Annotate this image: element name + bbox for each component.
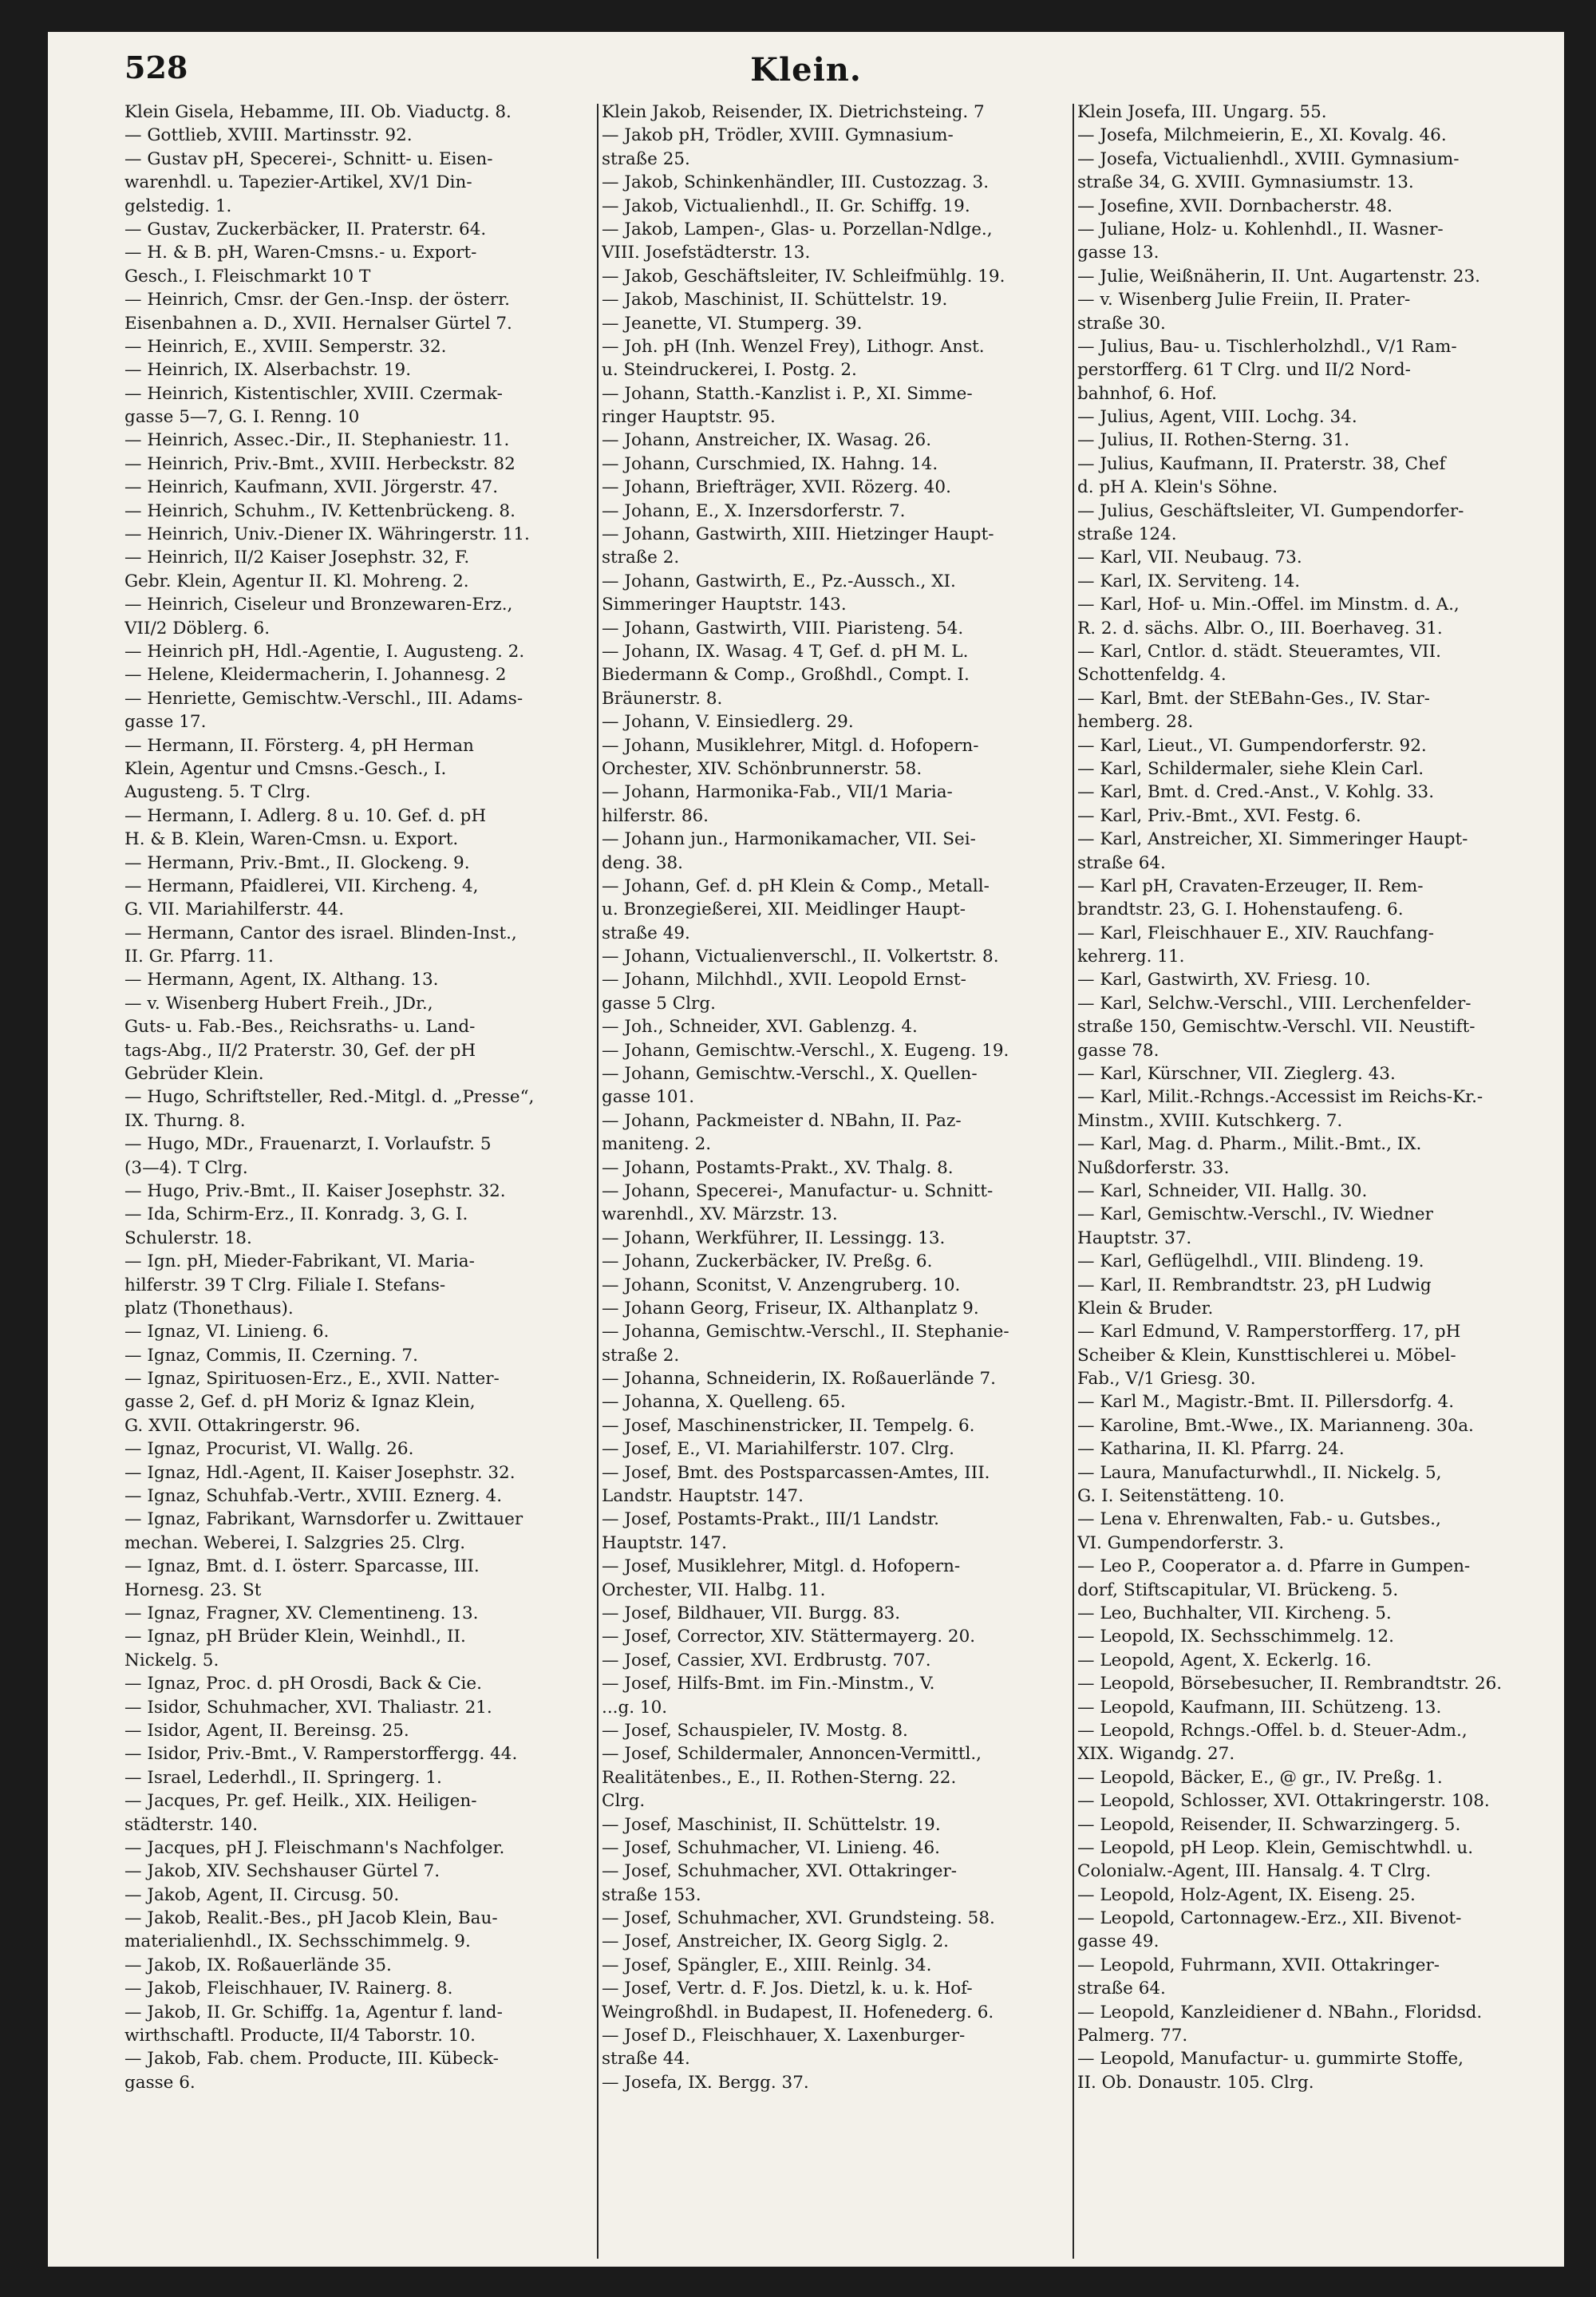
directory-line: — Josef, Vertr. d. F. Jos. Dietzl, k. u. k. Hof- <box>602 1979 973 1999</box>
directory-line: — Ignaz, Fragner, XV. Clementineng. 13. <box>124 1603 479 1623</box>
directory-line: — Karoline, Bmt.-Wwe., IX. Marianneng. 30a. <box>1077 1415 1474 1436</box>
directory-line: G. XVII. Ottakringerstr. 96. <box>124 1415 361 1436</box>
directory-line: — Julius, Kaufmann, II. Praterstr. 38, Chef <box>1077 453 1446 474</box>
directory-line: straße 64. <box>1077 852 1166 873</box>
directory-line: — Johann, Gastwirth, VIII. Piaristeng. 54. <box>602 618 964 638</box>
directory-line: — Israel, Lederhdl., II. Springerg. 1. <box>124 1767 442 1788</box>
directory-line: — Johann, Gemischtw.-Verschl., X. Quellen- <box>602 1064 978 1085</box>
directory-line: platz (Thonethaus). <box>124 1298 294 1319</box>
directory-line: — Heinrich, Cmsr. der Gen.-Insp. der österr. <box>124 290 510 310</box>
directory-line: straße 25. <box>602 148 690 169</box>
directory-line: — Gustav pH, Specerei-, Schnitt- u. Eisen- <box>124 148 493 169</box>
directory-line: — Johann, V. Einsiedlerg. 29. <box>602 712 854 733</box>
directory-line: Klein Jakob, Reisender, IX. Dietrichsteing. 7 <box>602 102 985 122</box>
directory-line: straße 44. <box>602 2049 690 2070</box>
column-rule <box>597 104 598 2259</box>
directory-line: — Katharina, II. Kl. Pfarrg. 24. <box>1077 1439 1345 1460</box>
directory-line: ringer Hauptstr. 95. <box>602 407 776 428</box>
directory-line: hilferstr. 39 T Clrg. Filiale I. Stefans- <box>124 1275 446 1295</box>
directory-line: — Julius, II. Rothen-Sterng. 31. <box>1077 430 1350 451</box>
directory-line: — Leopold, Manufactur- u. gummirte Stoffe, <box>1077 2049 1464 2070</box>
directory-line: — Johann, Gemischtw.-Verschl., X. Eugeng. 19. <box>602 1040 1009 1061</box>
directory-line: — Leopold, Holz-Agent, IX. Eiseng. 25. <box>1077 1884 1416 1905</box>
directory-line: — Hermann, Pfaidlerei, VII. Kircheng. 4, <box>124 876 479 896</box>
directory-line: — Karl Edmund, V. Ramperstorfferg. 17, pH <box>1077 1322 1461 1342</box>
directory-line: straße 2. <box>602 548 680 568</box>
directory-line: materialienhdl., IX. Sechsschimmelg. 9. <box>124 1931 471 1952</box>
directory-line: — H. & B. pH, Waren-Cmsns.- u. Export- <box>124 243 477 263</box>
directory-line: — Jakob, Realit.-Bes., pH Jacob Klein, Bau- <box>124 1908 498 1929</box>
directory-line: — Josef, Corrector, XIV. Stättermayerg. 20. <box>602 1627 976 1647</box>
directory-line: — Karl, VII. Neubaug. 73. <box>1077 548 1302 568</box>
directory-line: — Heinrich, Ciseleur und Bronzewaren-Erz., <box>124 595 513 615</box>
directory-line: Gesch., I. Fleischmarkt 10 T <box>124 266 371 287</box>
directory-line: — Josef, Bmt. des Postsparcassen-Amtes, III. <box>602 1462 990 1483</box>
directory-line: — Josef, Spängler, E., XIII. Reinlg. 34. <box>602 1955 932 1975</box>
directory-line: — Leopold, Fuhrmann, XVII. Ottakringer- <box>1077 1955 1440 1975</box>
directory-line: straße 2. <box>602 1345 680 1366</box>
directory-line: städterstr. 140. <box>124 1814 259 1835</box>
directory-line: — Karl, IX. Serviteng. 14. <box>1077 571 1301 591</box>
directory-line: — Josef, Maschinenstricker, II. Tempelg. 6. <box>602 1415 975 1436</box>
directory-line: — Jakob, Lampen-, Glas- u. Porzellan-Ndlge., <box>602 219 993 239</box>
directory-line: — Heinrich, Univ.-Diener IX. Währingerstr. 11. <box>124 524 530 545</box>
directory-line: — Heinrich, Kistentischler, XVIII. Czermak- <box>124 383 503 404</box>
directory-line: — Josef, Postamts-Prakt., III/1 Landstr. <box>602 1509 939 1530</box>
directory-line: gasse 101. <box>602 1087 695 1108</box>
directory-line: maniteng. 2. <box>602 1134 712 1155</box>
directory-line: gasse 2, Gef. d. pH Moriz & Ignaz Klein, <box>124 1392 476 1413</box>
directory-line: — Johann, Sconitst, V. Anzengruberg. 10. <box>602 1275 961 1295</box>
directory-line: — Josefa, IX. Bergg. 37. <box>602 2072 809 2093</box>
directory-line: — Joh., Schneider, XVI. Gablenzg. 4. <box>602 1017 918 1038</box>
directory-line: — Karl, Cntlor. d. städt. Steueramtes, VII. <box>1077 641 1441 662</box>
directory-line: — Johann, Statth.-Kanzlist i. P., XI. Simme- <box>602 383 973 404</box>
directory-line: — Johann, Gastwirth, E., Pz.-Aussch., XI. <box>602 571 956 591</box>
directory-line: — Leopold, Bäcker, E., @ gr., IV. Preßg. 1. <box>1077 1767 1443 1788</box>
directory-line: — Johann, Gastwirth, XIII. Hietzinger Haupt- <box>602 524 994 545</box>
directory-line: — Johann, Curschmied, IX. Hahng. 14. <box>602 453 938 474</box>
directory-line: u. Steindruckerei, I. Postg. 2. <box>602 360 857 381</box>
directory-line: H. & B. Klein, Waren-Cmsn. u. Export. <box>124 829 459 850</box>
page-header <box>48 32 1564 112</box>
directory-line: — Josef, Schuhmacher, XVI. Grundsteing. 58. <box>602 1908 995 1929</box>
directory-line: — Ign. pH, Mieder-Fabrikant, VI. Maria- <box>124 1251 475 1272</box>
directory-line: — Ignaz, Fabrikant, Warnsdorfer u. Zwittauer <box>124 1509 523 1530</box>
directory-line: II. Ob. Donaustr. 105. Clrg. <box>1077 2072 1314 2093</box>
directory-line: gasse 5—7, G. I. Renng. 10 <box>124 407 360 428</box>
directory-line: Biedermann & Comp., Großhdl., Compt. I. <box>602 665 970 686</box>
directory-line: VIII. Josefstädterstr. 13. <box>602 243 811 263</box>
directory-line: hilferstr. 86. <box>602 805 709 826</box>
directory-line: — Heinrich, Schuhm., IV. Kettenbrückeng. 8. <box>124 500 516 521</box>
directory-line: Eisenbahnen a. D., XVII. Hernalser Gürtel 7. <box>124 313 512 334</box>
directory-line: — Helene, Kleidermacherin, I. Johannesg. 2 <box>124 665 507 686</box>
directory-line: — Julius, Agent, VIII. Lochg. 34. <box>1077 407 1357 428</box>
directory-line: IX. Thurng. 8. <box>124 1110 246 1131</box>
directory-line: — Heinrich pH, Hdl.-Agentie, I. Augusteng. 2. <box>124 641 525 662</box>
directory-line: — Josefine, XVII. Dornbacherstr. 48. <box>1077 196 1393 216</box>
directory-line: Landstr. Hauptstr. 147. <box>602 1486 804 1507</box>
directory-line: Klein, Agentur und Cmsns.-Gesch., I. <box>124 758 447 779</box>
directory-line: — Ignaz, VI. Linieng. 6. <box>124 1322 330 1342</box>
directory-line: — Johanna, Schneiderin, IX. Roßauerlände 7. <box>602 1369 996 1390</box>
directory-line: — Karl, II. Rembrandtstr. 23, pH Ludwig <box>1077 1275 1432 1295</box>
directory-line: — Johann, Specerei-, Manufactur- u. Schnitt- <box>602 1180 994 1201</box>
directory-line: — Johann, Packmeister d. NBahn, II. Paz- <box>602 1110 962 1131</box>
directory-line: — Karl pH, Cravaten-Erzeuger, II. Rem- <box>1077 876 1424 896</box>
directory-line: G. I. Seitenstätteng. 10. <box>1077 1486 1285 1507</box>
directory-line: ...g. 10. <box>602 1697 668 1718</box>
directory-line: (3—4). T Clrg. <box>124 1157 248 1178</box>
directory-line: — Johann Georg, Friseur, IX. Althanplatz 9. <box>602 1298 979 1319</box>
directory-line: — Karl, Bmt. d. Cred.-Anst., V. Kohlg. 33. <box>1077 782 1435 803</box>
directory-line: — Johann, Gef. d. pH Klein & Comp., Metall- <box>602 876 990 896</box>
directory-line: — Ignaz, Bmt. d. I. österr. Sparcasse, III. <box>124 1556 480 1577</box>
directory-line: Guts- u. Fab.-Bes., Reichsraths- u. Land- <box>124 1017 476 1038</box>
directory-line: — Josef, Schuhmacher, VI. Linieng. 46. <box>602 1837 940 1858</box>
directory-line: Nickelg. 5. <box>124 1650 219 1670</box>
directory-line: — Johann, Musiklehrer, Mitgl. d. Hofopern- <box>602 735 979 756</box>
directory-line: — Heinrich, IX. Alserbachstr. 19. <box>124 360 412 381</box>
directory-line: — Ignaz, Spirituosen-Erz., E., XVII. Natter- <box>124 1369 500 1390</box>
directory-line: — Heinrich, Kaufmann, XVII. Jörgerstr. 47. <box>124 477 499 498</box>
directory-line: brandtstr. 23, G. I. Hohenstaufeng. 6. <box>1077 899 1404 920</box>
directory-line: Nußdorferstr. 33. <box>1077 1157 1230 1178</box>
directory-line: straße 30. <box>1077 313 1166 334</box>
directory-line: dorf, Stiftscapitular, VI. Brückeng. 5. <box>1077 1579 1399 1600</box>
directory-line: Scheiber & Klein, Kunsttischlerei u. Möbel- <box>1077 1345 1456 1366</box>
directory-line: Fab., V/1 Griesg. 30. <box>1077 1369 1256 1390</box>
directory-line: — Heinrich, II/2 Kaiser Josephstr. 32, F. <box>124 548 470 568</box>
directory-line: — Jakob, Victualienhdl., II. Gr. Schiffg. 19. <box>602 196 970 216</box>
directory-line: — Jakob, Fleischhauer, IV. Rainerg. 8. <box>124 1979 453 1999</box>
directory-line: — Josef, E., VI. Mariahilferstr. 107. Clrg. <box>602 1439 954 1460</box>
directory-line: — Hermann, Priv.-Bmt., II. Glockeng. 9. <box>124 852 470 873</box>
directory-line: — Ignaz, Schuhfab.-Vertr., XVIII. Eznerg. 4. <box>124 1486 503 1507</box>
directory-line: — Leopold, Schlosser, XVI. Ottakringerstr. 108. <box>1077 1791 1490 1812</box>
directory-line: — Johanna, Gemischtw.-Verschl., II. Stephanie- <box>602 1322 1009 1342</box>
directory-line: — Leopold, Agent, X. Eckerlg. 16. <box>1077 1650 1372 1670</box>
directory-line: — Josef, Cassier, XVI. Erdbrustg. 707. <box>602 1650 931 1670</box>
directory-line: — Lena v. Ehrenwalten, Fab.- u. Gutsbes., <box>1077 1509 1441 1530</box>
directory-line: straße 49. <box>602 923 690 943</box>
directory-line: — Leopold, Kaufmann, III. Schützeng. 13. <box>1077 1697 1442 1718</box>
directory-line: gasse 17. <box>124 712 207 733</box>
directory-line: gelstedig. 1. <box>124 196 232 216</box>
directory-line: mechan. Weberei, I. Salzgries 25. Clrg. <box>124 1532 466 1553</box>
directory-line: — Hermann, Agent, IX. Althang. 13. <box>124 970 439 990</box>
column-rule <box>1073 104 1074 2259</box>
directory-line: bahnhof, 6. Hof. <box>1077 383 1217 404</box>
directory-line: — Ignaz, Commis, II. Czerning. 7. <box>124 1345 418 1366</box>
directory-line: straße 150, Gemischtw.-Verschl. VII. Neustift- <box>1077 1017 1476 1038</box>
directory-line: — Johann jun., Harmonikamacher, VII. Sei- <box>602 829 976 850</box>
directory-line: Palmerg. 77. <box>1077 2026 1188 2046</box>
directory-line: — Leopold, IX. Sechsschimmelg. 12. <box>1077 1627 1394 1647</box>
directory-line: — Laura, Manufacturwhdl., II. Nickelg. 5, <box>1077 1462 1442 1483</box>
directory-line: — v. Wisenberg Julie Freiin, II. Prater- <box>1077 290 1411 310</box>
directory-line: — Heinrich, Assec.-Dir., II. Stephaniestr. 11. <box>124 430 510 451</box>
directory-line: gasse 13. <box>1077 243 1159 263</box>
directory-line: R. 2. d. sächs. Albr. O., III. Boerhaveg. 31. <box>1077 618 1443 638</box>
directory-line: — Jakob, Agent, II. Circusg. 50. <box>124 1884 400 1905</box>
directory-line: — Ignaz, Hdl.-Agent, II. Kaiser Josephstr. 32. <box>124 1462 516 1483</box>
directory-line: wirthschaftl. Producte, II/4 Taborstr. 10. <box>124 2026 476 2046</box>
directory-line: Hauptstr. 147. <box>602 1532 727 1553</box>
directory-line: — Jakob, II. Gr. Schiffg. 1a, Agentur f. land- <box>124 2002 503 2022</box>
directory-line: d. pH A. Klein's Söhne. <box>1077 477 1278 498</box>
directory-line: — Karl, Gemischtw.-Verschl., IV. Wiedner <box>1077 1204 1433 1225</box>
directory-line: — Johann, IX. Wasag. 4 T, Gef. d. pH M. L. <box>602 641 969 662</box>
directory-line: gasse 5 Clrg. <box>602 993 716 1014</box>
directory-line: — Josef D., Fleischhauer, X. Laxenburger- <box>602 2026 966 2046</box>
directory-line: — Ignaz, Procurist, VI. Wallg. 26. <box>124 1439 414 1460</box>
directory-line: — Karl, Schneider, VII. Hallg. 30. <box>1077 1180 1368 1201</box>
directory-line: — Karl, Geflügelhdl., VIII. Blindeng. 19. <box>1077 1251 1424 1272</box>
directory-line: — Julius, Bau- u. Tischlerholzhdl., V/1 Ram- <box>1077 336 1457 357</box>
directory-line: — Leopold, Reisender, II. Schwarzingerg. 5. <box>1077 1814 1461 1835</box>
directory-line: — Hermann, II. Försterg. 4, pH Herman <box>124 735 474 756</box>
directory-line: — Jeanette, VI. Stumperg. 39. <box>602 313 863 334</box>
directory-line: — Karl, Schildermaler, siehe Klein Carl. <box>1077 758 1424 779</box>
directory-line: — Jakob, Schinkenhändler, III. Custozzag. 3. <box>602 172 990 193</box>
directory-line: — Karl, Mag. d. Pharm., Milit.-Bmt., IX. <box>1077 1134 1422 1155</box>
directory-line: Minstm., XVIII. Kutschkerg. 7. <box>1077 1110 1343 1131</box>
directory-line: — Karl, Lieut., VI. Gumpendorferstr. 92. <box>1077 735 1427 756</box>
directory-line: — Johann, Harmonika-Fab., VII/1 Maria- <box>602 782 953 803</box>
directory-line: Schulerstr. 18. <box>124 1228 252 1248</box>
directory-line: warenhdl., XV. Märzstr. 13. <box>602 1204 838 1225</box>
directory-line: — Hermann, I. Adlerg. 8 u. 10. Gef. d. pH <box>124 805 487 826</box>
directory-line: — Jakob, Fab. chem. Producte, III. Kübeck- <box>124 2049 499 2070</box>
directory-line: — Ignaz, Proc. d. pH Orosdi, Back & Cie. <box>124 1674 482 1694</box>
column-1 <box>124 101 597 2259</box>
directory-line: — Jakob, IX. Roßauerlände 35. <box>124 1955 392 1975</box>
directory-line: VII/2 Döblerg. 6. <box>124 618 271 638</box>
directory-line: — Josef, Schuhmacher, XVI. Ottakringer- <box>602 1861 958 1882</box>
directory-line: — Juliane, Holz- u. Kohlenhdl., II. Wasner- <box>1077 219 1444 239</box>
directory-line: — Joh. pH (Inh. Wenzel Frey), Lithogr. Anst. <box>602 336 985 357</box>
directory-line: — Heinrich, E., XVIII. Semperstr. 32. <box>124 336 447 357</box>
directory-line: — Johann, Zuckerbäcker, IV. Preßg. 6. <box>602 1251 933 1272</box>
directory-line: — Jakob, Maschinist, II. Schüttelstr. 19. <box>602 290 948 310</box>
directory-line: Hauptstr. 37. <box>1077 1228 1192 1248</box>
directory-line: — Karl, Selchw.-Verschl., VIII. Lerchenfelder- <box>1077 993 1472 1014</box>
directory-line: — Karl, Hof- u. Min.-Offel. im Minstm. d. A., <box>1077 595 1460 615</box>
directory-line: — Josefa, Milchmeierin, E., XI. Kovalg. 46. <box>1077 125 1447 146</box>
directory-line: — Ignaz, pH Brüder Klein, Weinhdl., II. <box>124 1627 466 1647</box>
directory-line: — Leopold, Cartonnagew.-Erz., XII. Bivenot- <box>1077 1908 1462 1929</box>
directory-line: Clrg. <box>602 1791 646 1812</box>
directory-line: Weingroßhdl. in Budapest, II. Hofenederg. 6. <box>602 2002 994 2022</box>
directory-line: — Johann, Victualienverschl., II. Volkertstr. 8. <box>602 947 999 967</box>
column-3 <box>1077 101 1550 2259</box>
directory-line: — Heinrich, Priv.-Bmt., XVIII. Herbeckstr. 82 <box>124 453 516 474</box>
directory-line: — Hugo, MDr., Frauenarzt, I. Vorlaufstr. 5 <box>124 1134 492 1155</box>
running-head: Klein. <box>750 51 862 89</box>
directory-line: Simmeringer Hauptstr. 143. <box>602 595 847 615</box>
directory-line: — Julius, Geschäftsleiter, VI. Gumpendorfer- <box>1077 500 1464 521</box>
directory-line: — Josef, Schildermaler, Annoncen-Vermittl., <box>602 1744 982 1765</box>
directory-line: — Gustav, Zuckerbäcker, II. Praterstr. 64. <box>124 219 487 239</box>
directory-line: Realitätenbes., E., II. Rothen-Sterng. 22. <box>602 1767 957 1788</box>
directory-line: — Julie, Weißnäherin, II. Unt. Augartenstr. 23. <box>1077 266 1480 287</box>
directory-line: — Johann, Anstreicher, IX. Wasag. 26. <box>602 430 932 451</box>
directory-line: Hornesg. 23. St <box>124 1579 262 1600</box>
directory-line: Colonialw.-Agent, III. Hansalg. 4. T Clrg. <box>1077 1861 1432 1882</box>
directory-line: — Ida, Schirm-Erz., II. Konradg. 3, G. I. <box>124 1204 468 1225</box>
directory-line: Orchester, VII. Halbg. 11. <box>602 1579 826 1600</box>
directory-line: VI. Gumpendorferstr. 3. <box>1077 1532 1285 1553</box>
directory-line: — Leopold, pH Leop. Klein, Gemischtwhdl. u. <box>1077 1837 1474 1858</box>
directory-line: — Josef, Schauspieler, IV. Mostg. 8. <box>602 1720 908 1741</box>
directory-line: — Karl, Anstreicher, XI. Simmeringer Haupt- <box>1077 829 1468 850</box>
directory-line: Klein Josefa, III. Ungarg. 55. <box>1077 102 1327 122</box>
directory-line: — Jakob, Geschäftsleiter, IV. Schleifmühlg. 19. <box>602 266 1005 287</box>
directory-line: — Leopold, Rchngs.-Offel. b. d. Steuer-Adm., <box>1077 1720 1468 1741</box>
directory-line: — Gottlieb, XVIII. Martinsstr. 92. <box>124 125 413 146</box>
directory-line: straße 64. <box>1077 1979 1166 1999</box>
directory-line: — Johann, Postamts-Prakt., XV. Thalg. 8. <box>602 1157 954 1178</box>
directory-line: — Karl, Priv.-Bmt., XVI. Festg. 6. <box>1077 805 1361 826</box>
directory-line: — Henriette, Gemischtw.-Verschl., III. Adams- <box>124 688 523 709</box>
directory-line: — Jakob, XIV. Sechshauser Gürtel 7. <box>124 1861 440 1882</box>
directory-line: gasse 6. <box>124 2072 196 2093</box>
directory-line: tags-Abg., II/2 Praterstr. 30, Gef. der pH <box>124 1040 476 1061</box>
directory-line: gasse 49. <box>1077 1931 1159 1952</box>
directory-line: Orchester, XIV. Schönbrunnerstr. 58. <box>602 758 922 779</box>
directory-line: — Josef, Hilfs-Bmt. im Fin.-Minstm., V. <box>602 1674 935 1694</box>
directory-line: — Karl, Fleischhauer E., XIV. Rauchfang- <box>1077 923 1435 943</box>
directory-line: — Leopold, Börsebesucher, II. Rembrandtstr. 26. <box>1077 1674 1503 1694</box>
directory-line: — Karl, Gastwirth, XV. Friesg. 10. <box>1077 970 1371 990</box>
directory-line: straße 34, G. XVIII. Gymnasiumstr. 13. <box>1077 172 1414 193</box>
directory-line: — Leo P., Cooperator a. d. Pfarre in Gumpen- <box>1077 1556 1471 1577</box>
directory-line: — Isidor, Priv.-Bmt., V. Ramperstorffergg. 44. <box>124 1744 518 1765</box>
directory-line: perstorfferg. 61 T Clrg. und II/2 Nord- <box>1077 360 1411 381</box>
directory-line: straße 153. <box>602 1884 701 1905</box>
directory-line: — Josefa, Victualienhdl., XVIII. Gymnasium- <box>1077 148 1460 169</box>
directory-line: kehrerg. 11. <box>1077 947 1185 967</box>
directory-line: XIX. Wigandg. 27. <box>1077 1744 1235 1765</box>
directory-line: — Johanna, X. Quelleng. 65. <box>602 1392 846 1413</box>
directory-page <box>48 32 1564 2267</box>
directory-line: — Isidor, Schuhmacher, XVI. Thaliastr. 21. <box>124 1697 492 1718</box>
directory-line: — v. Wisenberg Hubert Freih., JDr., <box>124 993 433 1014</box>
directory-line: — Isidor, Agent, II. Bereinsg. 25. <box>124 1720 409 1741</box>
directory-line: — Jacques, pH J. Fleischmann's Nachfolger. <box>124 1837 505 1858</box>
directory-line: Schottenfeldg. 4. <box>1077 665 1227 686</box>
directory-line: Augusteng. 5. T Clrg. <box>124 782 311 803</box>
directory-line: — Josef, Bildhauer, VII. Burgg. 83. <box>602 1603 901 1623</box>
directory-line: — Josef, Musiklehrer, Mitgl. d. Hofopern- <box>602 1556 961 1577</box>
directory-line: — Josef, Anstreicher, IX. Georg Siglg. 2. <box>602 1931 950 1952</box>
directory-line: — Leo, Buchhalter, VII. Kircheng. 5. <box>1077 1603 1392 1623</box>
page-number: 528 <box>124 49 188 85</box>
directory-line: — Hugo, Priv.-Bmt., II. Kaiser Josephstr. 32. <box>124 1180 506 1201</box>
directory-line: — Hermann, Cantor des israel. Blinden-Inst., <box>124 923 517 943</box>
directory-line: — Karl, Bmt. der StEBahn-Ges., IV. Star- <box>1077 688 1430 709</box>
directory-line: — Karl, Kürschner, VII. Zieglerg. 43. <box>1077 1064 1396 1085</box>
directory-line: Gebr. Klein, Agentur II. Kl. Mohreng. 2. <box>124 571 469 591</box>
directory-line: Bräunerstr. 8. <box>602 688 723 709</box>
directory-line: — Johann, Briefträger, XVII. Rözerg. 40. <box>602 477 951 498</box>
directory-line: — Johann, Werkführer, II. Lessingg. 13. <box>602 1228 946 1248</box>
directory-line: deng. 38. <box>602 852 683 873</box>
directory-line: II. Gr. Pfarrg. 11. <box>124 947 274 967</box>
directory-line: — Johann, Milchhdl., XVII. Leopold Ernst- <box>602 970 966 990</box>
directory-line: — Leopold, Kanzleidiener d. NBahn., Floridsd. <box>1077 2002 1483 2022</box>
directory-line: u. Bronzegießerei, XII. Meidlinger Haupt- <box>602 899 966 920</box>
directory-line: Gebrüder Klein. <box>124 1064 264 1085</box>
directory-line: Klein Gisela, Hebamme, III. Ob. Viaductg. 8. <box>124 102 512 122</box>
directory-line: — Karl M., Magistr.-Bmt. II. Pillersdorfg. 4. <box>1077 1392 1455 1413</box>
directory-line: G. VII. Mariahilferstr. 44. <box>124 899 345 920</box>
directory-line: — Karl, Milit.-Rchngs.-Accessist im Reichs-Kr.- <box>1077 1087 1483 1108</box>
directory-line: gasse 78. <box>1077 1040 1159 1061</box>
directory-line: — Hugo, Schriftsteller, Red.-Mitgl. d. „Presse“, <box>124 1087 535 1108</box>
directory-line: — Josef, Maschinist, II. Schüttelstr. 19. <box>602 1814 941 1835</box>
column-2 <box>602 101 1074 2259</box>
directory-line: hemberg. 28. <box>1077 712 1194 733</box>
directory-line: — Jacques, Pr. gef. Heilk., XIX. Heiligen- <box>124 1791 477 1812</box>
directory-line: straße 124. <box>1077 524 1177 545</box>
directory-line: Klein & Bruder. <box>1077 1298 1214 1319</box>
directory-line: — Johann, E., X. Inzersdorferstr. 7. <box>602 500 906 521</box>
directory-line: warenhdl. u. Tapezier-Artikel, XV/1 Din- <box>124 172 472 193</box>
directory-line: — Jakob pH, Trödler, XVIII. Gymnasium- <box>602 125 954 146</box>
